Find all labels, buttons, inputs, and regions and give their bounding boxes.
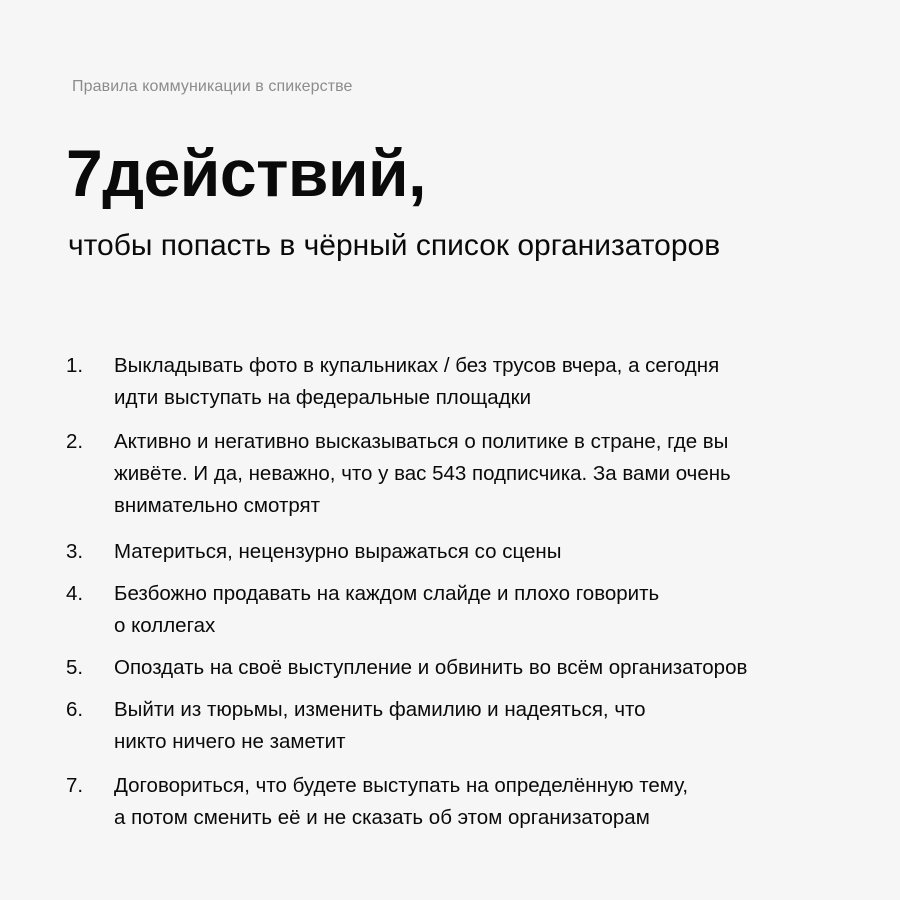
list-item xyxy=(66,578,846,642)
list-item-line: идти выступать на федеральные площадки xyxy=(114,386,532,409)
list-item-number: 1. xyxy=(66,354,84,377)
list-item xyxy=(66,426,846,522)
list-item-line: внимательно смотрят xyxy=(114,494,320,517)
list-item-number: 2. xyxy=(66,430,84,453)
list-item xyxy=(66,652,846,684)
list-item-text xyxy=(114,536,846,568)
list-item-number: 7. xyxy=(66,774,84,797)
list-item-line: Материться, нецензурно выражаться со сцены xyxy=(114,540,562,563)
list-item xyxy=(66,350,846,414)
list-item-number: 3. xyxy=(66,540,84,563)
list-item xyxy=(66,536,846,568)
page-subtitle: чтобы попасть в чёрный список организаторов xyxy=(68,229,721,262)
list-item-line: о коллегах xyxy=(114,614,216,637)
list-item-line: Активно и негативно высказываться о политике в стране, где вы xyxy=(114,430,729,453)
rules-list xyxy=(66,350,846,834)
list-item-number: 6. xyxy=(66,698,84,721)
list-item xyxy=(66,770,846,834)
list-item-line: Безбожно продавать на каждом слайде и плохо говорить xyxy=(114,582,660,605)
list-item xyxy=(66,694,846,758)
list-item-text xyxy=(114,426,846,522)
list-item-line: Опоздать на своё выступление и обвинить во всём организаторов xyxy=(114,656,748,679)
section-kicker: Правила коммуникации в спикерстве xyxy=(72,78,353,95)
list-item-line: Выйти из тюрьмы, изменить фамилию и надеяться, что xyxy=(114,698,646,721)
list-item-line: Выкладывать фото в купальниках / без трусов вчера, а сегодня xyxy=(114,354,720,377)
list-item-line: никто ничего не заметит xyxy=(114,730,346,753)
list-item-line: живёте. И да, неважно, что у вас 543 подписчика. За вами очень xyxy=(114,462,731,485)
list-item-number: 4. xyxy=(66,582,84,605)
list-item-line: а потом сменить её и не сказать об этом организаторам xyxy=(114,806,650,829)
list-item-text xyxy=(114,694,846,758)
list-item-text xyxy=(114,770,846,834)
page-title: 7действий, xyxy=(66,136,426,210)
list-item-text xyxy=(114,350,846,414)
list-item-text xyxy=(114,578,846,642)
list-item-line: Договориться, что будете выступать на определённую тему, xyxy=(114,774,689,797)
list-item-number: 5. xyxy=(66,656,84,679)
list-item-text xyxy=(114,652,846,684)
